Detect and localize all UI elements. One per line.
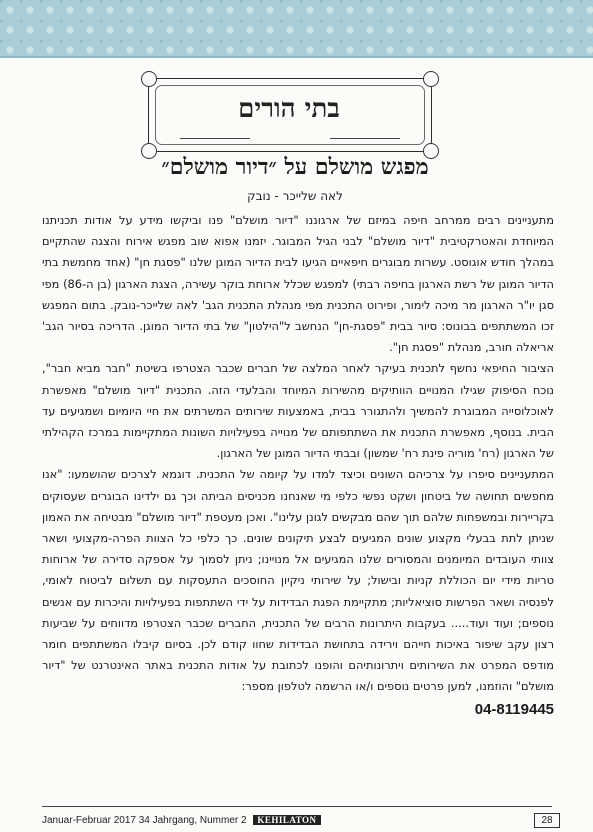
article-paragraph: המתעניינים סיפרו על צרכיהם השונים וכיצד למדו על קיומה של התכנית. דוגמא לצרכים שהושמעו: "אנו מחפשים תחושה של ביטחון ושקט נפשי כלפי מי שאנחנו מכניסים הביתה וכך גם ילדינו הבוגרים שעסוקים בקריירות ובמשפחות שלהם תוך שהם מבקשים לגונן עלינו". ואכן מעטפת "דיור מושלם" מבטיחה את האמון שניתן לתת בבעלי מקצוע שונים המגיעים לבצע תיקונים שונים. כך כלפי כל הצוות הפרה-מקצועי ושאר צוותי העובדים המיומנים והמסורים שלנו המגיעים אל מנויינו; ניתן לסמוך על אספקה סדירה של ארוחות טריות מידי יום הכוללת קניות ובישול; על שירותי ניקיון החוסכים התעסקות עם תשלום לביטוח לאומי, לפנסיה ושאר הפרשות סוציאליות; מתקיימת הפגת הבדידות על ידי השתתפות בפעילויות והיכרות עם אנשים נוספים; ועוד ועוד..... בעקבות היתרונות הרבים של התכנית, החברים שכבר הצטרפו מדווחים על שביעות רצון עקב שיפור באיכות חייהם וירידה בתחושת הבדידות שחוו קודם לכן. בסיום קיבלו המשתתפים חומר מודפס המפרט את השירותים ויתרונותיהם והופנו לכתובת על אודות התכנית באתר האינטרנט של "דיור מושלם" והוזמנו, למען פרטים נוספים ו/או הרשמה לטלפון מספר: [42,467,554,694]
footer [42,815,321,826]
article-author: לאה שלייכר - נובק [247,189,343,203]
page-number: 28 [534,813,560,828]
section-title: בתי הורים [238,94,340,124]
article-paragraph: הציבור החיפאי נחשף לתכנית בעיקר לאחר המלצה של חברים שכבר הצטרפו בשיטת "חבר מביא חבר", נוכח הסיפוק שגילו המנויים הוותיקים מהשירות המיוחד והבלעדי הזה. התכנית "דיור מושלם" מאפשרת לאוכלוסייה המבוגרת להמשיך ולהתגורר בבית, באמצעות שירותים המשרתים את חיי היומיום ושמגיעים עד הבית. בנוסף, מאפשרת התכנית את השתתפותם של מנוייה בפעילויות השונות המתקיימות במרכז הקהילתי של הארגון (רח' מוריה פינת רח' שמשון) ובבתי הדיור המוגן של הארגון. [42,361,554,461]
article-body [42,210,554,722]
article-headline: מפגש מושלם על ״דיור מושלם״ [161,154,429,180]
magazine-name: KEHILATON [253,815,320,825]
decorative-top-band [0,0,593,58]
issue-info: Januar-Februar 2017 34 Jahrgang, Nummer 2 [42,815,247,826]
phone-number: 04-8119445 [474,700,554,718]
footer-rule [42,806,552,807]
ornament-corner-icon [141,71,157,87]
ornament-corner-icon [423,71,439,87]
flourish-right-icon [330,134,400,144]
flourish-left-icon [180,134,250,144]
article-paragraph: מתעניינים רבים ממרחב חיפה במיזם של ארגוננו "דיור מושלם" פנו וביקשו מידע על אודות תכניתנו המיוחדת והאטרקטיבית "דיור מושלם" לבני הגיל המבוגר. יזמנו אפוא שוב מפגש אירוח והצגה שהתקיים במהלך חודש אוגוסט. עשרות מבוגרים חיפאיים הגיעו לבית הדיור המוגן שלנו "פסגת חן" (אחד מחמשת בתי הדיור המוגן של רשת הארגון בחיפה רבתי) למפגש שכלל ארוחת בוקר עשירה, הצגת הארגון (בן ה-86) מפי סגן יו"ר הארגון מר מיכה לימור, ופירוט התכנית מפי מנהלת התכנית הגב' לאה שלייכר-נובק. בתום המפגש זכו המשתתפים בבונוס: סיור בבית "פסגת-חן" הנחשב ל"הילטון" של בתי הדיור המוגן. הדריכה בסיור הגב' אריאלה חורב, מנהלת "פסגת חן". [42,213,554,355]
